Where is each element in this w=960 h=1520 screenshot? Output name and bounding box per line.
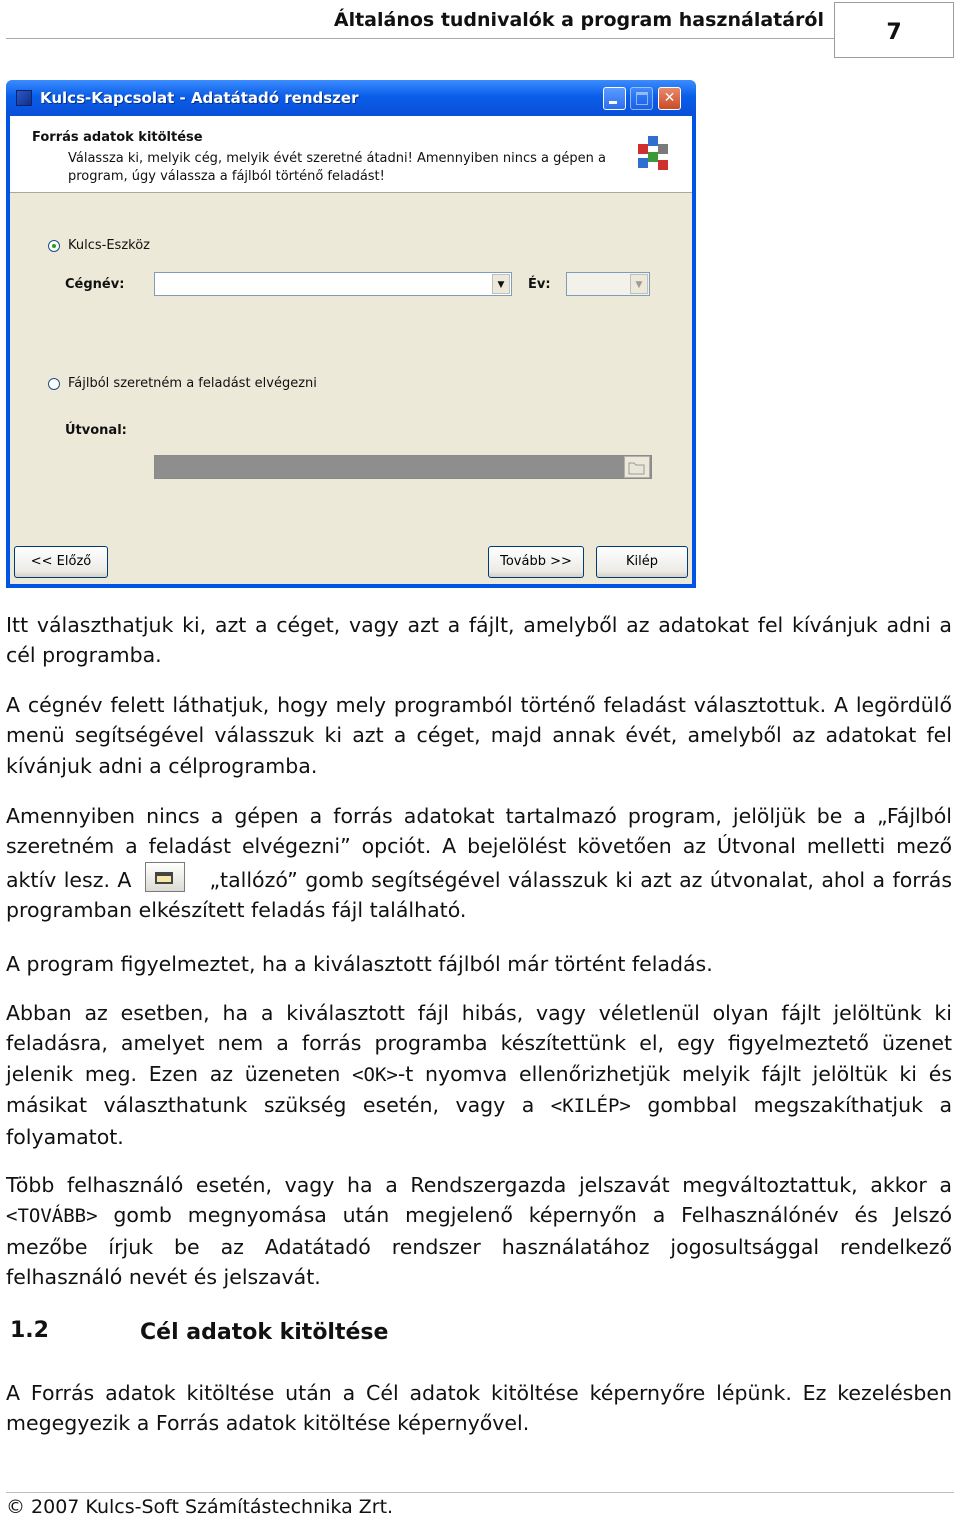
company-label: Cégnév:	[65, 277, 125, 292]
tovabb-key: <TOVÁBB>	[6, 1205, 98, 1228]
paragraph-5-part-a: Abban az esetben, ha a kiválasztott fájl hibás, vagy véletlenül olyan fájlt jelöltünk ki feladásra, amelyet nem a forrás programba készítettünk el, egy figyelmeztető üzenet jelenik meg. Ezen az üzeneten	[6, 1001, 952, 1086]
header-rule	[6, 38, 834, 39]
browse-button[interactable]	[624, 456, 650, 478]
file-radio-label: Fájlból szeretném a feladást elvégezni	[68, 376, 317, 391]
paragraph-7: A Forrás adatok kitöltése után a Cél adatok kitöltése képernyőre lépünk. Ez kezelésben megegyezik a Forrás adatok kitöltése képernyővel.	[6, 1381, 952, 1436]
paragraph-6-part-a: Több felhasználó esetén, vagy ha a Rendszergazda jelszavát megváltoztattuk, akkor a	[6, 1173, 952, 1197]
program-radio[interactable]	[48, 240, 60, 252]
close-icon: ✕	[663, 90, 676, 106]
close-button[interactable]	[658, 87, 681, 110]
section-title: Cél adatok kitöltése	[140, 1320, 389, 1345]
page-number: 7	[834, 2, 954, 58]
ok-key: <OK>	[352, 1063, 398, 1086]
maximize-button	[630, 87, 653, 110]
paragraph-6	[6, 1170, 952, 1293]
exit-button[interactable]: Kilép	[596, 546, 688, 578]
section-number: 1.2	[10, 1318, 49, 1343]
paragraph-5-part-c: gombbal megszakíthatjuk a folyamatot.	[6, 1093, 953, 1149]
paragraph-3-part-a: Amennyiben nincs a gépen a forrás adatokat tartalmazó program, jelöljük be a „Fájlból szeretném a feladást elvégezni” opciót. A bejelölést követően az Útvonal melletti mező aktív lesz. A	[6, 804, 952, 892]
running-header-title: Általános tudnivalók a program használatáról	[333, 9, 824, 31]
cubes-logo-icon	[634, 134, 674, 174]
paragraph-6-part-b: gomb megnyomása után megjelenő képernyőn a Felhasználónév és Jelszó mezőbe írjuk be az Adatátadó rendszer használatához jogosultsággal rendelkező felhasználó nevét és jelszavát.	[6, 1203, 952, 1290]
banner-description: Válassza ki, melyik cég, melyik évét szeretné átadni! Amennyiben nincs a gépen a program, úgy válassza a fájlból történő feladást!	[68, 151, 606, 184]
window-title: Kulcs-Kapcsolat - Adatátadó rendszer	[40, 89, 359, 107]
path-label: Útvonal:	[65, 423, 127, 438]
year-label: Év:	[528, 277, 551, 292]
company-dropdown[interactable]	[154, 272, 512, 296]
window-client-area	[10, 116, 692, 584]
paragraph-2: A cégnév felett láthatjuk, hogy mely programból történő feladást választottuk. A legördülő menü segítségével válasszuk ki azt a céget, majd annak évét, amelyből az adatokat fel kívánjuk adni a célprogramba.	[6, 693, 952, 778]
paragraph-3-part-b: „tallózó” gomb segítségével válasszuk ki azt az útvonalat, ahol a forrás programban elkészített feladás fájl található.	[6, 867, 953, 923]
paragraph-5-part-b: -t nyomva ellenőrizhetjük melyik fájlt jelöltük ki és másikat választhatunk szükség esetén, vagy a	[6, 1061, 953, 1118]
prev-button[interactable]: << Előző	[14, 546, 108, 578]
paragraph-1: Itt választhatjuk ki, azt a céget, vagy azt a fájlt, amelyből az adatokat fel kívánjuk adni a cél programba.	[6, 613, 952, 668]
chevron-down-icon: ▼	[492, 274, 510, 294]
dialog-window	[6, 80, 696, 588]
year-dropdown[interactable]	[566, 272, 650, 296]
paragraph-5	[6, 998, 952, 1152]
program-radio-label: Kulcs-Eszköz	[68, 238, 150, 253]
kilep-key: <KILÉP>	[550, 1095, 631, 1118]
window-titlebar[interactable]	[6, 80, 696, 116]
browse-folder-icon	[145, 862, 185, 892]
minimize-button[interactable]	[603, 87, 626, 110]
folder-open-icon	[625, 457, 649, 477]
chevron-down-icon: ▼	[630, 274, 648, 294]
app-icon	[16, 90, 32, 106]
paragraph-3	[6, 801, 952, 926]
footer-rule	[6, 1492, 954, 1493]
next-button[interactable]: Tovább >>	[488, 546, 584, 578]
banner-title: Forrás adatok kitöltése	[32, 130, 203, 145]
dialog-banner	[10, 116, 692, 193]
paragraph-4: A program figyelmeztet, ha a kiválasztott fájlból már történt feladás.	[6, 952, 713, 976]
file-radio[interactable]	[48, 378, 60, 390]
footer-copyright: © 2007 Kulcs-Soft Számítástechnika Zrt.	[6, 1496, 394, 1518]
path-field[interactable]	[154, 455, 652, 479]
